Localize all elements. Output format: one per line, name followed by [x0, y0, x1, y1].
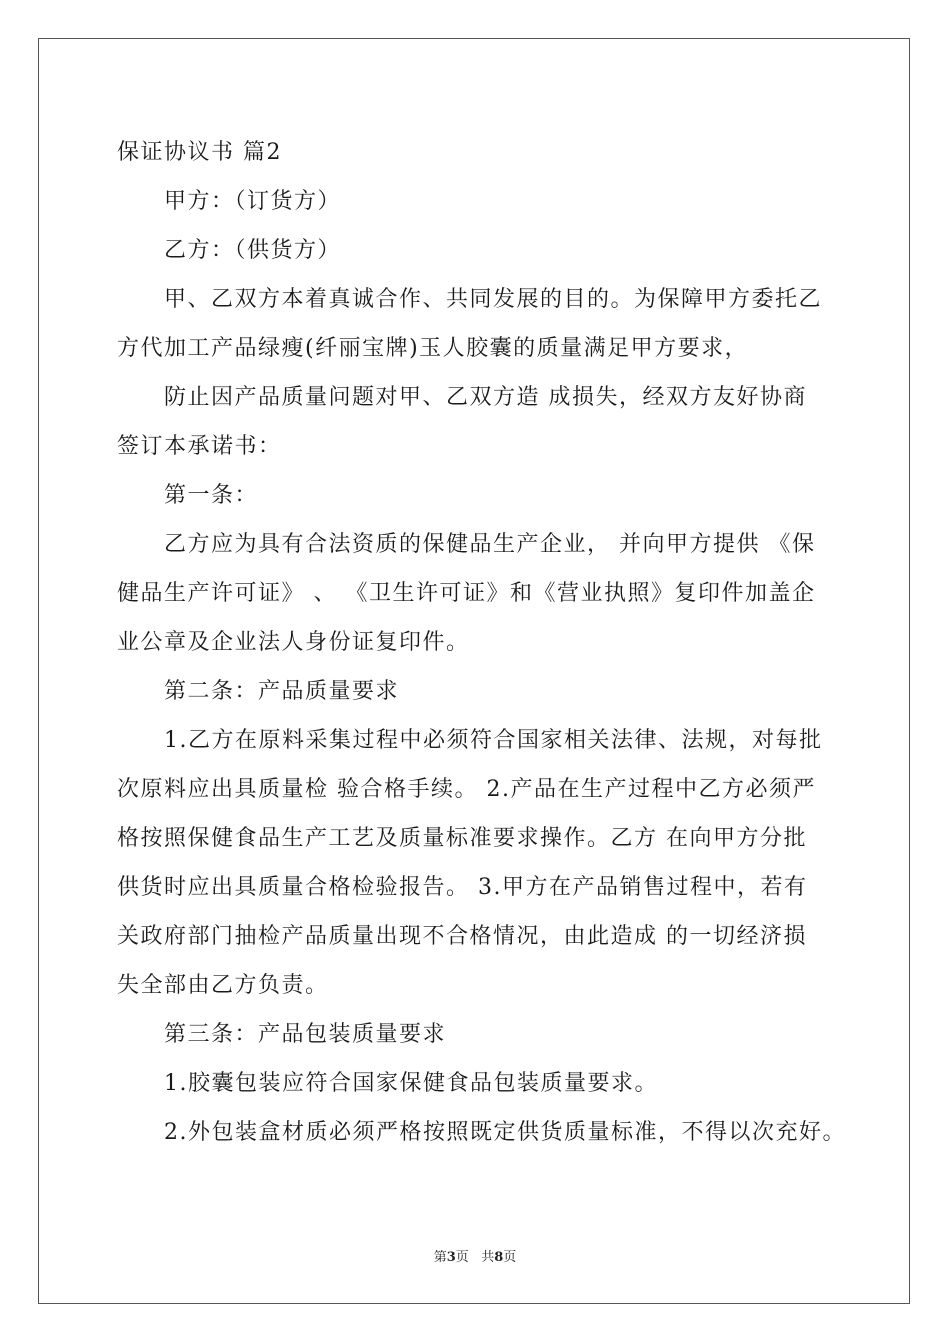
text-line: 第三条：产品包装质量要求 — [164, 1022, 447, 1047]
text-line: 格按照保健食品生产工艺及质量标准要求操作。乙方 在向甲方分批 — [117, 826, 807, 851]
document-body — [117, 128, 855, 1157]
text-line: 防止因产品质量问题对甲、乙双方造 成损失，经双方友好协商 — [164, 385, 807, 410]
page-footer — [0, 1246, 950, 1265]
page-suffix: 页 — [455, 1250, 469, 1265]
page-number: 3 — [446, 1250, 456, 1265]
text-line: 乙方应为具有合法资质的保健品生产企业， 并向甲方提供 《保 — [164, 532, 816, 557]
document-lines — [117, 177, 855, 1157]
text-line: 2.外包装盒材质必须严格按照既定供货质量标准，不得以次充好。 — [164, 1120, 846, 1145]
text-line: 次原料应出具质量检 验合格手续。 2.产品在生产过程中乙方必须严 — [117, 777, 816, 802]
text-line: 方代加工产品绿瘦(纤丽宝牌)玉人胶囊的质量满足甲方要求， — [117, 336, 749, 361]
total-prefix: 共 — [481, 1250, 495, 1265]
text-line: 甲、乙双方本着真诚合作、共同发展的目的。为保障甲方委托乙 — [164, 287, 823, 312]
text-line: 失全部由乙方负责。 — [117, 973, 329, 998]
text-line: 第二条：产品质量要求 — [164, 679, 400, 704]
text-line: 1.乙方在原料采集过程中必须符合国家相关法律、法规，对每批 — [164, 728, 823, 753]
total-suffix: 页 — [503, 1250, 517, 1265]
page-prefix: 第 — [433, 1250, 447, 1265]
text-line: 签订本承诺书： — [117, 434, 282, 459]
text-line: 业公章及企业法人身份证复印件。 — [117, 630, 470, 655]
text-line: 1.胶囊包装应符合国家保健食品包装质量要求。 — [164, 1071, 658, 1096]
text-line: 甲方：（订货方） — [164, 189, 342, 214]
text-line: 健品生产许可证》 、 《卫生许可证》和《营业执照》复印件加盖企 — [117, 581, 816, 606]
total-number: 8 — [494, 1250, 504, 1265]
text-line: 供货时应出具质量合格检验报告。 3.甲方在产品销售过程中，若有 — [117, 875, 808, 900]
document-heading: 保证协议书 篇2 — [117, 140, 282, 165]
text-line: 第一条： — [164, 483, 259, 508]
text-line: 关政府部门抽检产品质量出现不合格情况，由此造成 的一切经济损 — [117, 924, 807, 949]
text-line: 乙方：（供货方） — [164, 238, 342, 263]
